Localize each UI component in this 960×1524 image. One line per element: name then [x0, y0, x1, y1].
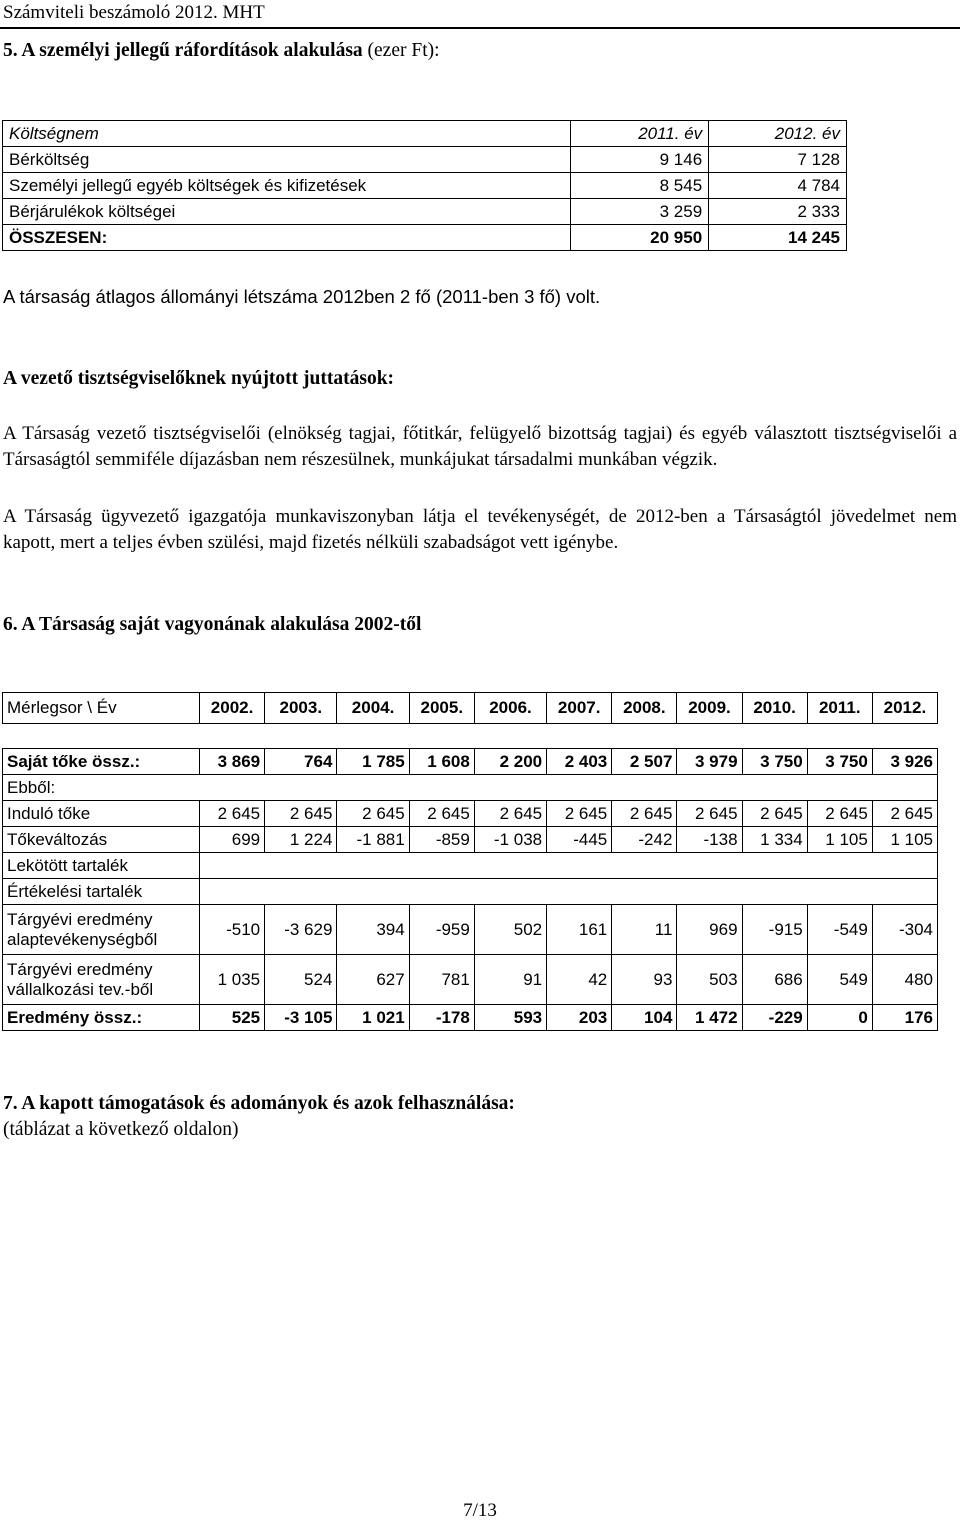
- section7-heading: 7. A kapott támogatások és adományok és azok felhasználása:: [3, 1093, 515, 1114]
- document-header-title: Számviteli beszámoló 2012. MHT: [3, 2, 265, 23]
- cell-value: 91: [474, 955, 546, 1005]
- cell-value: 1 105: [872, 827, 937, 853]
- cell-value: 2 645: [200, 801, 265, 827]
- section6-heading: 6. A Társaság saját vagyonának alakulása 2002-től: [3, 614, 422, 635]
- table-row: [3, 827, 938, 853]
- cell-value: 1 021: [337, 1005, 409, 1031]
- year-header: 2005.: [409, 693, 474, 724]
- table-total-row: [3, 225, 847, 251]
- cell-value: 176: [872, 1005, 937, 1031]
- cell-value: -304: [872, 905, 937, 955]
- table-row: [3, 173, 847, 199]
- cell-value: 8 545: [571, 173, 709, 199]
- cell-value: 1 472: [677, 1005, 742, 1031]
- executives-heading: A vezető tisztségviselőknek nyújtott juttatások:: [3, 368, 395, 389]
- result-total-row: [3, 1005, 938, 1031]
- header-year-2012: 2012. év: [709, 121, 847, 147]
- cell-value: 1 224: [265, 827, 337, 853]
- cell-value: -1 038: [474, 827, 546, 853]
- header-cost-type: Költségnem: [3, 121, 571, 147]
- row-label: Lekötött tartalék: [3, 853, 200, 879]
- table-row: [3, 801, 938, 827]
- year-header: 2003.: [265, 693, 337, 724]
- cell-value: 3 750: [807, 749, 872, 775]
- year-header: 2008.: [612, 693, 677, 724]
- cell-value: 2 200: [474, 749, 546, 775]
- cell-value: 1 608: [409, 749, 474, 775]
- cell-value: 764: [265, 749, 337, 775]
- cell-value: -959: [409, 905, 474, 955]
- year-header: 2004.: [337, 693, 409, 724]
- cell-value: 3 979: [677, 749, 742, 775]
- table-row: [3, 853, 938, 879]
- cell-value: 2 645: [742, 801, 807, 827]
- cell-value: 480: [872, 955, 937, 1005]
- cell-value: 9 146: [571, 147, 709, 173]
- total-value-2012: 14 245: [709, 225, 847, 251]
- cell-label: Bérköltség: [3, 147, 571, 173]
- cell-label: Bérjárulékok költségei: [3, 199, 571, 225]
- cell-value: 3 750: [742, 749, 807, 775]
- row-label: Tőkeváltozás: [3, 827, 200, 853]
- row-label: Tárgyévi eredmény vállalkozási tev.-ből: [3, 955, 200, 1005]
- cell-value: -3 629: [265, 905, 337, 955]
- cell-value: 2 645: [547, 801, 612, 827]
- section5-heading-unit: (ezer Ft):: [362, 40, 440, 61]
- cell-value: 503: [677, 955, 742, 1005]
- cell-value: 3 259: [571, 199, 709, 225]
- cell-value: 1 035: [200, 955, 265, 1005]
- cell-value: -445: [547, 827, 612, 853]
- header-year-2011: 2011. év: [571, 121, 709, 147]
- cell-value: -3 105: [265, 1005, 337, 1031]
- cell-value: 2 645: [337, 801, 409, 827]
- total-value-2011: 20 950: [571, 225, 709, 251]
- row-label: Értékelési tartalék: [3, 879, 200, 905]
- cell-value: -1 881: [337, 827, 409, 853]
- table-row: [3, 879, 938, 905]
- header-rule: [0, 27, 960, 29]
- cell-value: 699: [200, 827, 265, 853]
- cell-value: 394: [337, 905, 409, 955]
- row-label: Induló tőke: [3, 801, 200, 827]
- empty-cells: [200, 853, 938, 879]
- cell-value: 2 645: [612, 801, 677, 827]
- cell-value: 627: [337, 955, 409, 1005]
- cell-value: 2 645: [677, 801, 742, 827]
- cell-value: 3 926: [872, 749, 937, 775]
- row-label: Tárgyévi eredmény alaptevékenységből: [3, 905, 200, 955]
- table-header-row: [3, 121, 847, 147]
- cell-value: -242: [612, 827, 677, 853]
- year-header: 2002.: [200, 693, 265, 724]
- section5-heading-bold: 5. A személyi jellegű ráfordítások alakulása: [3, 40, 363, 61]
- cell-label: Személyi jellegű egyéb költségek és kifizetések: [3, 173, 571, 199]
- year-header: 2010.: [742, 693, 807, 724]
- year-header: 2007.: [547, 693, 612, 724]
- cell-value: 2 403: [547, 749, 612, 775]
- cell-value: 7 128: [709, 147, 847, 173]
- cell-value: 549: [807, 955, 872, 1005]
- cell-value: 2 507: [612, 749, 677, 775]
- empty-cells: [200, 879, 938, 905]
- cell-value: -510: [200, 905, 265, 955]
- personnel-costs-table: [2, 120, 847, 251]
- cell-value: 525: [200, 1005, 265, 1031]
- year-header: 2009.: [677, 693, 742, 724]
- cell-value: 1 105: [807, 827, 872, 853]
- cell-value: 161: [547, 905, 612, 955]
- cell-value: 969: [677, 905, 742, 955]
- cell-value: 502: [474, 905, 546, 955]
- cell-value: 2 645: [807, 801, 872, 827]
- year-header: 2012.: [872, 693, 937, 724]
- executives-paragraph-2: A Társaság ügyvezető igazgatója munkaviszonyban látja el tevékenységét, de 2012-ben a Társaságtól jövedelmet nem kapott, mert a teljes évben szülési, majd fizetés nélküli szabadságot vett igénybe.: [3, 506, 957, 553]
- cell-value: 203: [547, 1005, 612, 1031]
- table-row: [3, 199, 847, 225]
- cell-value: -138: [677, 827, 742, 853]
- total-label: ÖSSZESEN:: [3, 225, 571, 251]
- cell-value: 781: [409, 955, 474, 1005]
- equity-header-row: [3, 693, 938, 724]
- section5-heading: [3, 40, 440, 62]
- cell-value: 2 645: [474, 801, 546, 827]
- cell-value: 1 334: [742, 827, 807, 853]
- of-which-row: [3, 775, 938, 801]
- cell-value: 11: [612, 905, 677, 955]
- equity-total-row: [3, 749, 938, 775]
- cell-value: 0: [807, 1005, 872, 1031]
- table-row: [3, 147, 847, 173]
- cell-value: 2 333: [709, 199, 847, 225]
- cell-value: -229: [742, 1005, 807, 1031]
- table-row: [3, 955, 938, 1005]
- cell-value: 1 785: [337, 749, 409, 775]
- cell-value: 4 784: [709, 173, 847, 199]
- spacer-row: [3, 724, 938, 749]
- year-header: 2006.: [474, 693, 546, 724]
- cell-value: 104: [612, 1005, 677, 1031]
- section7-note: (táblázat a következő oldalon): [3, 1119, 239, 1140]
- cell-value: 524: [265, 955, 337, 1005]
- cell-value: 2 645: [409, 801, 474, 827]
- cell-value: 2 645: [265, 801, 337, 827]
- table-row: [3, 905, 938, 955]
- corner-label: Mérlegsor \ Év: [3, 693, 200, 724]
- cell-value: -859: [409, 827, 474, 853]
- equity-table: [2, 692, 938, 1031]
- of-which-label: Ebből:: [3, 775, 938, 801]
- headcount-text: A társaság átlagos állományi létszáma 2012ben 2 fő (2011-ben 3 fő) volt.: [3, 286, 601, 307]
- cell-value: 593: [474, 1005, 546, 1031]
- cell-value: 42: [547, 955, 612, 1005]
- row-label: Eredmény össz.:: [3, 1005, 200, 1031]
- cell-value: 3 869: [200, 749, 265, 775]
- cell-value: -549: [807, 905, 872, 955]
- row-label: Saját tőke össz.:: [3, 749, 200, 775]
- cell-value: -915: [742, 905, 807, 955]
- cell-value: 686: [742, 955, 807, 1005]
- page-number: 7/13: [463, 1500, 497, 1521]
- cell-value: 93: [612, 955, 677, 1005]
- executives-paragraph-1: A Társaság vezető tisztségviselői (elnökség tagjai, főtitkár, felügyelő bizottság tagjai) és egyéb választott tisztségviselői a Társaságtól semmiféle díjazásban nem részesülnek, munkájukat társadalmi munkában végzik.: [3, 423, 957, 470]
- cell-value: 2 645: [872, 801, 937, 827]
- cell-value: -178: [409, 1005, 474, 1031]
- year-header: 2011.: [807, 693, 872, 724]
